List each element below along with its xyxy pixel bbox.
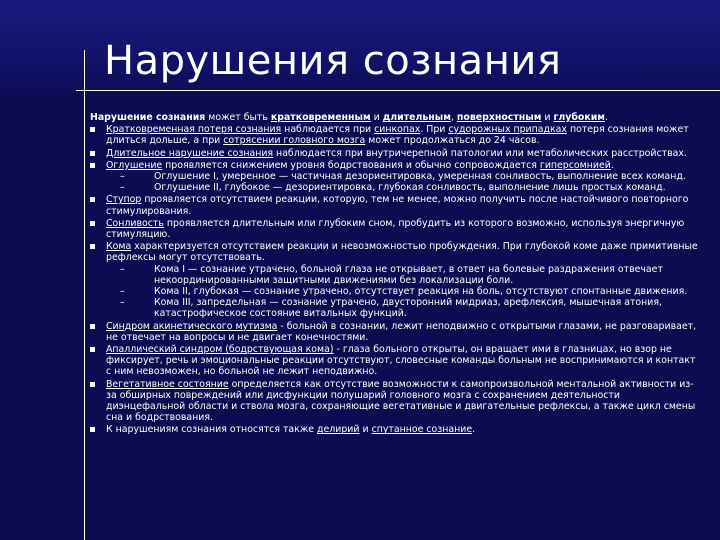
link-short[interactable]: кратковременным [270, 112, 371, 123]
link-item[interactable]: сотрясении головного мозга [223, 135, 366, 147]
sub-list [106, 264, 702, 320]
list-item [90, 321, 702, 343]
dash-icon: – [120, 286, 125, 298]
link-item[interactable]: Синдром акинетического мутизма [106, 320, 278, 332]
bullet-icon [90, 163, 95, 168]
dash-icon: – [120, 297, 125, 309]
sub-item-text: Кома III, запредельная — сознание утрачено, двусторонний мидриаз, арефлексия, мышечная атония, катастрофическое состояние витальных функций. [154, 297, 662, 320]
sub-list-item [106, 171, 702, 182]
link-item[interactable]: Длительное нарушение сознания [106, 147, 274, 159]
sub-list-item [106, 264, 702, 286]
item-text: наблюдается при [281, 124, 375, 136]
sub-item-text: Оглушение II, глубокое — дезориентировка, глубокая сонливость, выполнение лишь простых команд. [154, 182, 666, 194]
item-text: проявляется отсутствием реакции, которую, тем не менее, можно получить после настойчивого повторного стимулирования. [106, 194, 689, 217]
link-long[interactable]: длительным [382, 112, 451, 123]
sub-item-text: Кома I — сознание утрачено, больной глаза не открывает, в ответ на болевые раздражения отвечает некоординированными защитными движениями без локализации боли. [154, 263, 663, 286]
item-text: проявляется длительным или глубоким сном, пробудить из которого возможно, используя энергичную стимуляцию. [106, 217, 685, 241]
link-item[interactable]: синкопах [374, 124, 421, 136]
bullet-icon [90, 244, 95, 249]
list-item [90, 194, 702, 216]
intro-text: , [450, 112, 457, 123]
link-item[interactable]: Кратковременная потеря сознания [106, 124, 282, 136]
divider-vertical [84, 50, 85, 540]
item-text: проявляется снижением уровня бодрствования и обычно сопровождается [162, 159, 540, 171]
sub-list-item [106, 297, 702, 319]
link-item[interactable]: спутанное сознание [371, 424, 473, 436]
link-item[interactable]: гиперсомнией [539, 159, 611, 171]
list-item [90, 160, 702, 194]
sub-list-item [106, 286, 702, 297]
dash-icon: – [120, 182, 125, 194]
bullet-icon [90, 151, 95, 156]
bullet-icon [90, 127, 95, 132]
bullet-icon [90, 221, 95, 226]
content [90, 112, 702, 437]
bullet-icon [90, 427, 95, 432]
sub-item-text: Оглушение I, умеренное — частичная дезориентировка, умеренная сонливость, выполнение всех команд. [154, 171, 686, 183]
list-item [90, 218, 702, 240]
bullet-icon [90, 324, 95, 329]
intro-text: и [370, 112, 383, 123]
bullet-icon [90, 382, 95, 387]
intro-term: Нарушение сознания [90, 112, 206, 123]
bullet-icon [90, 197, 95, 202]
item-text: может продолжаться до 24 часов. [365, 135, 540, 147]
item-text: . [610, 159, 614, 171]
link-item[interactable]: Оглушение [106, 159, 163, 171]
intro-text: . [604, 112, 608, 123]
list-item [90, 148, 702, 159]
divider-horizontal [76, 90, 720, 91]
item-text: характеризуется отсутствием реакции и невозможностью пробуждения. При глубокой коме даже примитивные рефлексы могут отсутствовать. [106, 241, 698, 264]
item-text: . [472, 424, 476, 436]
bullet-icon [90, 347, 95, 352]
page-title: Нарушения сознания [104, 38, 562, 84]
list-item [90, 241, 702, 319]
link-item[interactable]: Ступор [106, 194, 142, 206]
sub-item-text: Кома II, глубокая — сознание утрачено, отсутствует реакция на боль, отсутствуют спонтанные движения. [154, 286, 688, 298]
link-item[interactable]: Вегетативное состояние [106, 378, 229, 390]
intro-paragraph [90, 112, 702, 123]
item-text: . При [420, 124, 449, 136]
link-item[interactable]: судорожных припадках [448, 124, 567, 136]
dash-icon: – [120, 171, 125, 183]
item-text: определяется как отсутствие возможности к самопроизвольной ментальной активности из-за обширных повреждений или дисфункции полушарий головного мозга с сохранением деятельности диэнцефальной области и ствола мозга, сохраняющие вегетативные и двигательные рефлексы, а также цикл смены сна и бодрствования. [106, 378, 696, 424]
link-superficial[interactable]: поверхностным [456, 112, 542, 123]
list-item [90, 424, 702, 435]
item-text: и [359, 424, 372, 436]
list-item [90, 379, 702, 424]
link-item[interactable]: Апаллический синдром (бодрствующая кома) [106, 344, 334, 356]
intro-text: может быть [205, 112, 271, 123]
item-text: К нарушениям сознания относятся также [106, 424, 318, 436]
dash-icon: – [120, 263, 125, 275]
list-item [90, 344, 702, 378]
list-item [90, 124, 702, 146]
link-deep[interactable]: глубоким [553, 112, 605, 123]
link-item[interactable]: Сонливость [106, 217, 164, 229]
item-text: потеря сознания может длиться дольше, а при [106, 124, 689, 147]
sub-list [106, 171, 702, 193]
item-text: наблюдается при внутричерепной патологии или метаболических расстройствах. [273, 147, 687, 159]
item-text: - глаза больного открыты, он вращает ими в глазницах, но взор не фиксирует, речь и эмоциональные реакции отсутствуют, словесные команды больным не воспринимаются и контакт с ним невозможен, но больной не лежит неподвижно. [106, 344, 696, 378]
link-item[interactable]: Кома [106, 241, 132, 253]
item-text: - больной в сознании, лежит неподвижно с открытыми глазами, не разговаривает, не отвечает на вопросы и не двигает конечностями. [106, 320, 697, 343]
bullet-list [90, 124, 702, 435]
sub-list-item [106, 182, 702, 193]
intro-text: и [541, 112, 554, 123]
link-item[interactable]: делирий [317, 424, 360, 436]
